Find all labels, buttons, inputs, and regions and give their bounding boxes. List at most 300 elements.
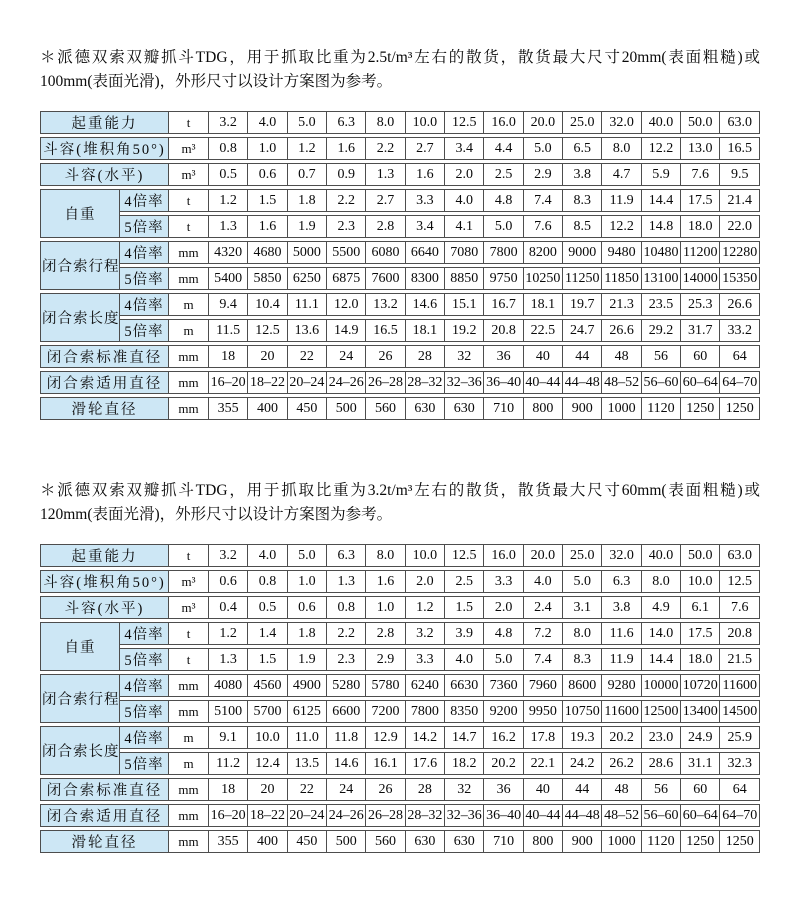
- value-cell: 1.3: [209, 648, 248, 671]
- value-cell: 32.0: [602, 111, 641, 134]
- value-cell: 2.4: [524, 596, 563, 619]
- value-cell: 400: [248, 830, 287, 853]
- value-cell: 14.2: [406, 726, 445, 749]
- unit-cell: t: [169, 189, 209, 212]
- value-cell: 1.0: [288, 570, 327, 593]
- value-cell: 9200: [484, 700, 523, 723]
- value-cell: 22.1: [524, 752, 563, 775]
- value-cell: 40.0: [642, 111, 681, 134]
- value-cell: 19.2: [445, 319, 484, 342]
- table-row: [40, 830, 760, 853]
- spec-section-2: [40, 479, 762, 856]
- value-cell: 6.3: [327, 111, 366, 134]
- value-cell: 32: [445, 778, 484, 801]
- value-cell: 0.9: [327, 163, 366, 186]
- value-cell: 11600: [720, 674, 760, 697]
- value-cell: 10250: [524, 267, 563, 290]
- value-cell: 8350: [445, 700, 484, 723]
- value-cell: 5500: [327, 241, 366, 264]
- value-cell: 14.4: [642, 189, 681, 212]
- value-cell: 7600: [366, 267, 405, 290]
- value-cell: 14000: [681, 267, 720, 290]
- value-cell: 4080: [209, 674, 248, 697]
- value-cell: 6240: [406, 674, 445, 697]
- row-label: 闭合索适用直径: [40, 804, 169, 827]
- value-cell: 12.2: [602, 215, 641, 238]
- value-cell: 4.0: [445, 189, 484, 212]
- unit-cell: m³: [169, 596, 209, 619]
- value-cell: 25.3: [681, 293, 720, 316]
- value-cell: 12.5: [445, 544, 484, 567]
- value-cell: 2.3: [327, 215, 366, 238]
- value-cell: 8600: [563, 674, 602, 697]
- intro-paragraph-2: ＊派德双索双瓣抓斗TDG，用于抓取比重为3.2t/m³左右的散货，散货最大尺寸60mm(表面粗糙)或120mm(表面光滑)，外形尺寸以设计方案图为参考。: [40, 482, 760, 523]
- value-cell: 16.0: [484, 111, 523, 134]
- value-cell: 3.8: [602, 596, 641, 619]
- value-cell: 0.6: [288, 596, 327, 619]
- value-cell: 14.0: [642, 622, 681, 645]
- value-cell: 5700: [248, 700, 287, 723]
- value-cell: 32: [445, 345, 484, 368]
- value-cell: 1250: [681, 830, 720, 853]
- value-cell: 11.2: [209, 752, 248, 775]
- unit-cell: m: [169, 293, 209, 316]
- value-cell: 28: [406, 778, 445, 801]
- value-cell: 18–22: [248, 371, 287, 394]
- value-cell: 10000: [642, 674, 681, 697]
- value-cell: 2.0: [484, 596, 523, 619]
- value-cell: 13.0: [681, 137, 720, 160]
- value-cell: 26–28: [366, 804, 405, 827]
- value-cell: 3.3: [484, 570, 523, 593]
- value-cell: 14.9: [327, 319, 366, 342]
- value-cell: 60: [681, 778, 720, 801]
- table-row: [40, 570, 760, 593]
- value-cell: 450: [288, 830, 327, 853]
- value-cell: 8850: [445, 267, 484, 290]
- table-row: [40, 319, 760, 342]
- value-cell: 6.3: [327, 544, 366, 567]
- row-sublabel: 4倍率: [120, 241, 169, 264]
- value-cell: 17.8: [524, 726, 563, 749]
- value-cell: 44: [563, 778, 602, 801]
- value-cell: 14.7: [445, 726, 484, 749]
- value-cell: 6640: [406, 241, 445, 264]
- value-cell: 16.2: [484, 726, 523, 749]
- value-cell: 1000: [602, 830, 641, 853]
- table-row: [40, 163, 760, 186]
- value-cell: 3.2: [209, 544, 248, 567]
- unit-cell: mm: [169, 804, 209, 827]
- value-cell: 11.0: [288, 726, 327, 749]
- value-cell: 12.0: [327, 293, 366, 316]
- value-cell: 48: [602, 345, 641, 368]
- value-cell: 710: [484, 830, 523, 853]
- value-cell: 5.0: [288, 544, 327, 567]
- table-row: [40, 726, 760, 749]
- value-cell: 2.2: [327, 189, 366, 212]
- row-label: 自重: [40, 189, 120, 238]
- value-cell: 9480: [602, 241, 641, 264]
- value-cell: 1120: [642, 830, 681, 853]
- row-label: 起重能力: [40, 111, 169, 134]
- value-cell: 8.0: [642, 570, 681, 593]
- value-cell: 2.5: [484, 163, 523, 186]
- value-cell: 710: [484, 397, 523, 420]
- value-cell: 6.1: [681, 596, 720, 619]
- value-cell: 48–52: [602, 804, 641, 827]
- value-cell: 6.3: [602, 570, 641, 593]
- value-cell: 4.0: [524, 570, 563, 593]
- value-cell: 9.5: [720, 163, 760, 186]
- table-row: [40, 241, 760, 264]
- value-cell: 8.0: [563, 622, 602, 645]
- value-cell: 5.0: [288, 111, 327, 134]
- value-cell: 3.9: [445, 622, 484, 645]
- value-cell: 11.8: [327, 726, 366, 749]
- value-cell: 24.7: [563, 319, 602, 342]
- value-cell: 6.5: [563, 137, 602, 160]
- row-sublabel: 4倍率: [120, 293, 169, 316]
- row-sublabel: 5倍率: [120, 267, 169, 290]
- value-cell: 9000: [563, 241, 602, 264]
- value-cell: 11600: [602, 700, 641, 723]
- row-label: 闭合索标准直径: [40, 345, 169, 368]
- value-cell: 5850: [248, 267, 287, 290]
- value-cell: 6875: [327, 267, 366, 290]
- value-cell: 400: [248, 397, 287, 420]
- row-label: 闭合索长度: [40, 726, 120, 775]
- value-cell: 28.6: [642, 752, 681, 775]
- row-label: 闭合索长度: [40, 293, 120, 342]
- value-cell: 1.2: [288, 137, 327, 160]
- value-cell: 1.5: [445, 596, 484, 619]
- value-cell: 63.0: [720, 544, 760, 567]
- value-cell: 3.2: [209, 111, 248, 134]
- value-cell: 5280: [327, 674, 366, 697]
- value-cell: 1250: [681, 397, 720, 420]
- value-cell: 24.9: [681, 726, 720, 749]
- value-cell: 3.8: [563, 163, 602, 186]
- value-cell: 44–48: [563, 804, 602, 827]
- value-cell: 50.0: [681, 111, 720, 134]
- value-cell: 560: [366, 397, 405, 420]
- unit-cell: mm: [169, 778, 209, 801]
- value-cell: 60–64: [681, 371, 720, 394]
- value-cell: 6250: [288, 267, 327, 290]
- unit-cell: t: [169, 544, 209, 567]
- value-cell: 18.0: [681, 215, 720, 238]
- table-row: [40, 111, 760, 134]
- value-cell: 10750: [563, 700, 602, 723]
- value-cell: 13100: [642, 267, 681, 290]
- value-cell: 2.8: [366, 622, 405, 645]
- value-cell: 11.9: [602, 648, 641, 671]
- value-cell: 1.6: [248, 215, 287, 238]
- value-cell: 33.2: [720, 319, 760, 342]
- unit-cell: mm: [169, 345, 209, 368]
- value-cell: 1250: [720, 830, 760, 853]
- value-cell: 3.2: [406, 622, 445, 645]
- value-cell: 19.7: [563, 293, 602, 316]
- value-cell: 11200: [681, 241, 720, 264]
- value-cell: 13.5: [288, 752, 327, 775]
- table-row: [40, 778, 760, 801]
- value-cell: 8.0: [366, 544, 405, 567]
- table-row: [40, 674, 760, 697]
- value-cell: 4.0: [248, 544, 287, 567]
- unit-cell: mm: [169, 267, 209, 290]
- value-cell: 14.6: [406, 293, 445, 316]
- value-cell: 13.2: [366, 293, 405, 316]
- unit-cell: t: [169, 215, 209, 238]
- value-cell: 24: [327, 778, 366, 801]
- unit-cell: mm: [169, 397, 209, 420]
- value-cell: 1.2: [209, 189, 248, 212]
- value-cell: 2.2: [366, 137, 405, 160]
- value-cell: 6080: [366, 241, 405, 264]
- value-cell: 32.0: [602, 544, 641, 567]
- value-cell: 31.1: [681, 752, 720, 775]
- value-cell: 20–24: [288, 804, 327, 827]
- value-cell: 16.0: [484, 544, 523, 567]
- row-label: 滑轮直径: [40, 397, 169, 420]
- table-row: [40, 752, 760, 775]
- value-cell: 20–24: [288, 371, 327, 394]
- value-cell: 31.7: [681, 319, 720, 342]
- value-cell: 20: [248, 345, 287, 368]
- table-row: [40, 596, 760, 619]
- value-cell: 48: [602, 778, 641, 801]
- value-cell: 4.0: [445, 648, 484, 671]
- table-row: [40, 215, 760, 238]
- table-row: [40, 345, 760, 368]
- value-cell: 7360: [484, 674, 523, 697]
- value-cell: 9.4: [209, 293, 248, 316]
- value-cell: 21.5: [720, 648, 760, 671]
- value-cell: 560: [366, 830, 405, 853]
- row-sublabel: 4倍率: [120, 189, 169, 212]
- value-cell: 7.2: [524, 622, 563, 645]
- value-cell: 7080: [445, 241, 484, 264]
- value-cell: 64–70: [720, 804, 760, 827]
- value-cell: 2.0: [406, 570, 445, 593]
- value-cell: 355: [209, 830, 248, 853]
- value-cell: 9280: [602, 674, 641, 697]
- table-row: [40, 700, 760, 723]
- value-cell: 2.7: [366, 189, 405, 212]
- row-sublabel: 4倍率: [120, 622, 169, 645]
- value-cell: 16.5: [366, 319, 405, 342]
- value-cell: 7.4: [524, 189, 563, 212]
- value-cell: 20.8: [484, 319, 523, 342]
- value-cell: 20.0: [524, 544, 563, 567]
- value-cell: 7.6: [524, 215, 563, 238]
- value-cell: 3.4: [445, 137, 484, 160]
- row-label: 闭合索行程: [40, 241, 120, 290]
- value-cell: 800: [524, 397, 563, 420]
- value-cell: 7800: [406, 700, 445, 723]
- value-cell: 4560: [248, 674, 287, 697]
- value-cell: 2.0: [445, 163, 484, 186]
- spec-section-1: [40, 46, 762, 423]
- value-cell: 24.2: [563, 752, 602, 775]
- value-cell: 1.9: [288, 215, 327, 238]
- value-cell: 2.9: [524, 163, 563, 186]
- unit-cell: mm: [169, 241, 209, 264]
- spec-table-2: [40, 541, 760, 856]
- value-cell: 20: [248, 778, 287, 801]
- row-label: 滑轮直径: [40, 830, 169, 853]
- value-cell: 0.4: [209, 596, 248, 619]
- value-cell: 24–26: [327, 371, 366, 394]
- row-sublabel: 4倍率: [120, 674, 169, 697]
- unit-cell: m³: [169, 163, 209, 186]
- value-cell: 22.0: [720, 215, 760, 238]
- value-cell: 1.5: [248, 648, 287, 671]
- unit-cell: mm: [169, 830, 209, 853]
- value-cell: 16–20: [209, 804, 248, 827]
- value-cell: 5000: [288, 241, 327, 264]
- value-cell: 18.1: [524, 293, 563, 316]
- value-cell: 8.3: [563, 189, 602, 212]
- value-cell: 15.1: [445, 293, 484, 316]
- value-cell: 1.3: [366, 163, 405, 186]
- value-cell: 9.1: [209, 726, 248, 749]
- value-cell: 4320: [209, 241, 248, 264]
- value-cell: 18.1: [406, 319, 445, 342]
- value-cell: 56–60: [642, 804, 681, 827]
- value-cell: 12500: [642, 700, 681, 723]
- value-cell: 7.6: [720, 596, 760, 619]
- value-cell: 20.2: [484, 752, 523, 775]
- unit-cell: m³: [169, 570, 209, 593]
- value-cell: 2.7: [406, 137, 445, 160]
- value-cell: 0.8: [209, 137, 248, 160]
- value-cell: 22.5: [524, 319, 563, 342]
- row-label: 斗容(水平): [40, 163, 169, 186]
- value-cell: 900: [563, 397, 602, 420]
- value-cell: 11.6: [602, 622, 641, 645]
- unit-cell: mm: [169, 674, 209, 697]
- value-cell: 12.5: [445, 111, 484, 134]
- value-cell: 11250: [563, 267, 602, 290]
- value-cell: 56–60: [642, 371, 681, 394]
- value-cell: 3.1: [563, 596, 602, 619]
- spec-table-1-body: [40, 111, 760, 420]
- value-cell: 22: [288, 345, 327, 368]
- value-cell: 11.5: [209, 319, 248, 342]
- value-cell: 36: [484, 345, 523, 368]
- value-cell: 1120: [642, 397, 681, 420]
- table-row: [40, 137, 760, 160]
- value-cell: 10.0: [681, 570, 720, 593]
- value-cell: 56: [642, 345, 681, 368]
- value-cell: 21.4: [720, 189, 760, 212]
- value-cell: 13400: [681, 700, 720, 723]
- value-cell: 48–52: [602, 371, 641, 394]
- value-cell: 0.6: [248, 163, 287, 186]
- value-cell: 64: [720, 778, 760, 801]
- unit-cell: t: [169, 622, 209, 645]
- spec-table-1: [40, 108, 760, 423]
- value-cell: 14.4: [642, 648, 681, 671]
- value-cell: 500: [327, 830, 366, 853]
- value-cell: 8.0: [602, 137, 641, 160]
- table-row: [40, 371, 760, 394]
- value-cell: 10.0: [406, 111, 445, 134]
- value-cell: 7960: [524, 674, 563, 697]
- value-cell: 13.6: [288, 319, 327, 342]
- value-cell: 56: [642, 778, 681, 801]
- table-row: [40, 189, 760, 212]
- spec-table-2-body: [40, 544, 760, 853]
- value-cell: 9950: [524, 700, 563, 723]
- value-cell: 4.9: [642, 596, 681, 619]
- value-cell: 2.8: [366, 215, 405, 238]
- value-cell: 7800: [484, 241, 523, 264]
- value-cell: 26: [366, 778, 405, 801]
- value-cell: 2.5: [445, 570, 484, 593]
- value-cell: 10.0: [406, 544, 445, 567]
- row-label: 闭合索标准直径: [40, 778, 169, 801]
- value-cell: 6600: [327, 700, 366, 723]
- value-cell: 6630: [445, 674, 484, 697]
- value-cell: 3.3: [406, 648, 445, 671]
- value-cell: 1000: [602, 397, 641, 420]
- value-cell: 60: [681, 345, 720, 368]
- intro-paragraph-1: ＊派德双索双瓣抓斗TDG，用于抓取比重为2.5t/m³左右的散货，散货最大尺寸20mm(表面粗糙)或100mm(表面光滑)，外形尺寸以设计方案图为参考。: [40, 49, 760, 90]
- value-cell: 26.2: [602, 752, 641, 775]
- value-cell: 25.9: [720, 726, 760, 749]
- row-sublabel: 5倍率: [120, 648, 169, 671]
- value-cell: 32–36: [445, 804, 484, 827]
- value-cell: 36: [484, 778, 523, 801]
- value-cell: 32.3: [720, 752, 760, 775]
- unit-cell: mm: [169, 371, 209, 394]
- row-label: 自重: [40, 622, 120, 671]
- value-cell: 4.1: [445, 215, 484, 238]
- value-cell: 630: [406, 830, 445, 853]
- value-cell: 1.6: [327, 137, 366, 160]
- value-cell: 11850: [602, 267, 641, 290]
- value-cell: 44–48: [563, 371, 602, 394]
- value-cell: 1.6: [366, 570, 405, 593]
- value-cell: 4680: [248, 241, 287, 264]
- value-cell: 26.6: [602, 319, 641, 342]
- row-label: 闭合索适用直径: [40, 371, 169, 394]
- value-cell: 355: [209, 397, 248, 420]
- value-cell: 23.0: [642, 726, 681, 749]
- table-row: [40, 648, 760, 671]
- value-cell: 17.6: [406, 752, 445, 775]
- value-cell: 14500: [720, 700, 760, 723]
- row-sublabel: 5倍率: [120, 215, 169, 238]
- value-cell: 8.5: [563, 215, 602, 238]
- value-cell: 630: [445, 397, 484, 420]
- value-cell: 1.8: [288, 622, 327, 645]
- unit-cell: mm: [169, 700, 209, 723]
- value-cell: 5.0: [484, 648, 523, 671]
- value-cell: 26.6: [720, 293, 760, 316]
- value-cell: 2.2: [327, 622, 366, 645]
- value-cell: 4.0: [248, 111, 287, 134]
- value-cell: 28: [406, 345, 445, 368]
- table-row: [40, 267, 760, 290]
- value-cell: 1.5: [248, 189, 287, 212]
- value-cell: 4.4: [484, 137, 523, 160]
- value-cell: 25.0: [563, 111, 602, 134]
